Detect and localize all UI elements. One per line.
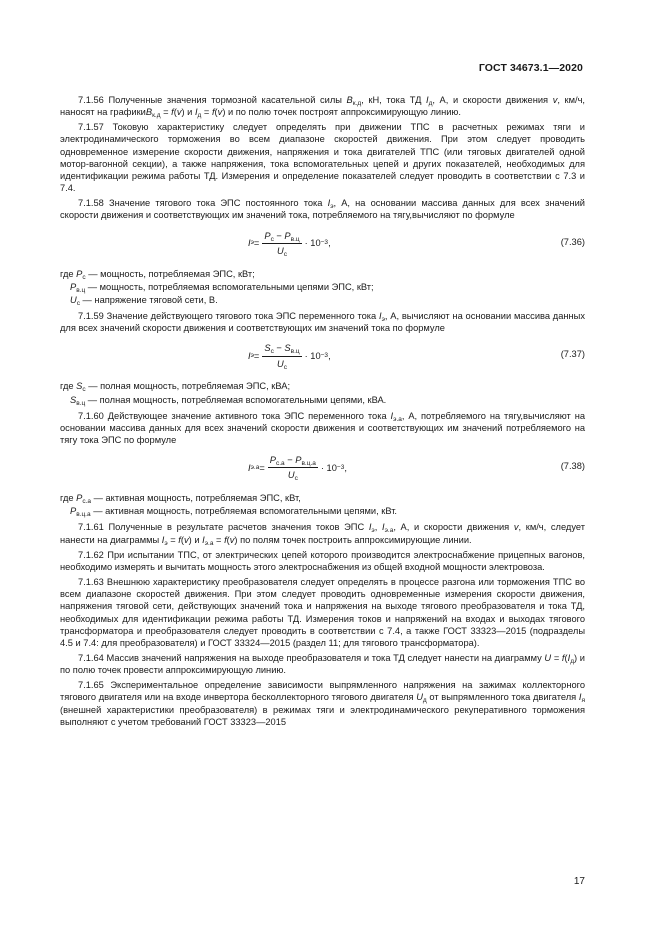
legend-7-37-s-vc: $S_{в.ц}$ — полная мощность, потребляемая вспомогательными цепями, кВА. [70, 394, 387, 407]
document-header: ГОСТ 34673.1—2020 [478, 62, 583, 74]
legend-7-37-s-c: где $S_с$ — полная мощность, потребляемая ЭПС, кВА; [60, 381, 291, 394]
formula-7-37: I э = $\frac{S_с - S_{в.ц}}{U_с}$ · 10 −3 , (7.37) [248, 343, 585, 371]
formula-7-36: I э = $\frac{P_с - P_{в.ц}}{U_с}$ · 10 −3 , (7.36) [248, 230, 585, 258]
para-7-1-65: 7.1.65 Экспериментальное определение зависимости выпрямленного напряжения на зажимах коллекторного тягового двигателя или на входе инвертора бесколлекторного тягового двигателя $U_д$ от выпрямленного тока двигателя $I_я$ (внешней характеристики преобразователя) в режимах тяги и электродинамического рекуперативного торможения выполняют с учетом требований ГОСТ 33323—2015 [60, 680, 585, 727]
para-7-1-63: 7.1.63 Внешнюю характеристику преобразователя следует определять в процессе разгона или торможения ТПС во всем диапазоне скоростей движения. При этом следует проводить одновременные измерения скорости движения, напряжения тяговой сети, действующих значений тока и напряжения на выходе тягового преобразователя и тока ТД, необходимых для идентификации режима работы ТД. Измерения токов и напряжений на входах и выходах тягового трансформатора и преобразователя следует проводить в соответствии с 7.4, а также ГОСТ 33323—2015 (подразделы 4.5 и 7.4: для преобразователя) и ГОСТ 33324—2015 (раздел 11; для тягового трансформатора). [60, 577, 585, 648]
legend-7-36-p-vc: $P_{в.ц}$ — мощность, потребляемая вспомогательными цепями ЭПС, кВт; [70, 281, 374, 294]
formula-number: (7.36) [560, 236, 585, 247]
formula-number: (7.37) [560, 349, 585, 360]
legend-7-38-p-ca: где $P_{с.а}$ — активная мощность, потребляемая ЭПС, кВт, [60, 493, 301, 506]
para-7-1-64: 7.1.64 Массив значений напряжения на выходе преобразователя и тока ТД следует нанести на диаграмму $U = f(I_д)$ и по полю точек провести аппроксимирующую линию. [60, 653, 585, 676]
para-7-1-57: 7.1.57 Токовую характеристику следует определять при движении ТПС в расчетных режимах тяги и электродинамического торможения во всем диапазоне скоростей движения. При этом следует проводить одновременное измерение скорости движения, напряжения и тока двигателей ТПС (или тяговых двигателей одной мотор-вагонной секции), а также напряжения, тока вспомогательных цепей и других показателей, необходимых для идентификации режима работы ТД. Измерения и определение показателей следует проводить в соответствии с 7.3 и 7.4. [60, 122, 585, 194]
para-7-1-56: 7.1.56 Полученные значения тормозной касательной силы $B_{к.д}$, кН, тока ТД $I_д$, А, и скорости движения v, км/ч, наносят на графикиB$_{к.д}$ = f(v) и $I_д = f(v)$ и по полю точек построят аппроксимирующую линию. [60, 95, 585, 120]
para-7-1-61: 7.1.61 Полученные в результате расчетов значения токов ЭПС $I_э$, $I_{э.а}$, А, и скорости движения v, км/ч, следует нанести на диаграммы $I_э = f(v)$ и $I_{э.а} = f(v)$ по полям точек построить аппроксимирующие линии. [60, 522, 586, 547]
para-7-1-62: 7.1.62 При испытании ТПС, от электрических цепей которого производится электроснабжение прицепных вагонов, необходимо измерять и вычитать мощность этого электроснабжения из общей входной мощности электровоза. [60, 549, 585, 572]
legend-7-38-p-vca: $P_{в.ц.а}$ — активная мощность, потребляемая вспомогательными цепями, кВт. [70, 506, 398, 519]
para-7-1-59: 7.1.59 Значение действующего тягового тока ЭПС переменного тока $I_э$, А, вычисляют на основании массива данных для всех значений скорости движения и соответствующих им значений тока по формуле [60, 311, 585, 334]
formula-number: (7.38) [560, 461, 585, 472]
legend-7-36-p-c: где $P_с$ — мощность, потребляемая ЭПС, кВт; [60, 268, 255, 281]
page-body [60, 94, 585, 731]
legend-7-36-u-c: $U_с$ — напряжение тяговой сети, В. [70, 294, 218, 307]
para-7-1-60: 7.1.60 Действующее значение активного тока ЭПС переменного тока $I_{э.а}$, А, потребляемого на тягу,вычисляют на основании массива данных для всех значений скорости движения и соответствующих им значений потребляемого на тягу тока ЭПС по формуле [60, 410, 586, 445]
page-number: 17 [573, 876, 585, 887]
para-7-1-58: 7.1.58 Значение тягового тока ЭПС постоянного тока $I_э$, А, на основании массива данных для всех значений скорости движения и соответствующих им значений тока, потребляемого на тягу,вычисляют по формуле [60, 198, 585, 221]
formula-7-38: I э.а = $\frac{P_{с.а} - P_{в.ц.а}}{U_с}$ · 10 −3 , (7.38) [248, 455, 585, 483]
